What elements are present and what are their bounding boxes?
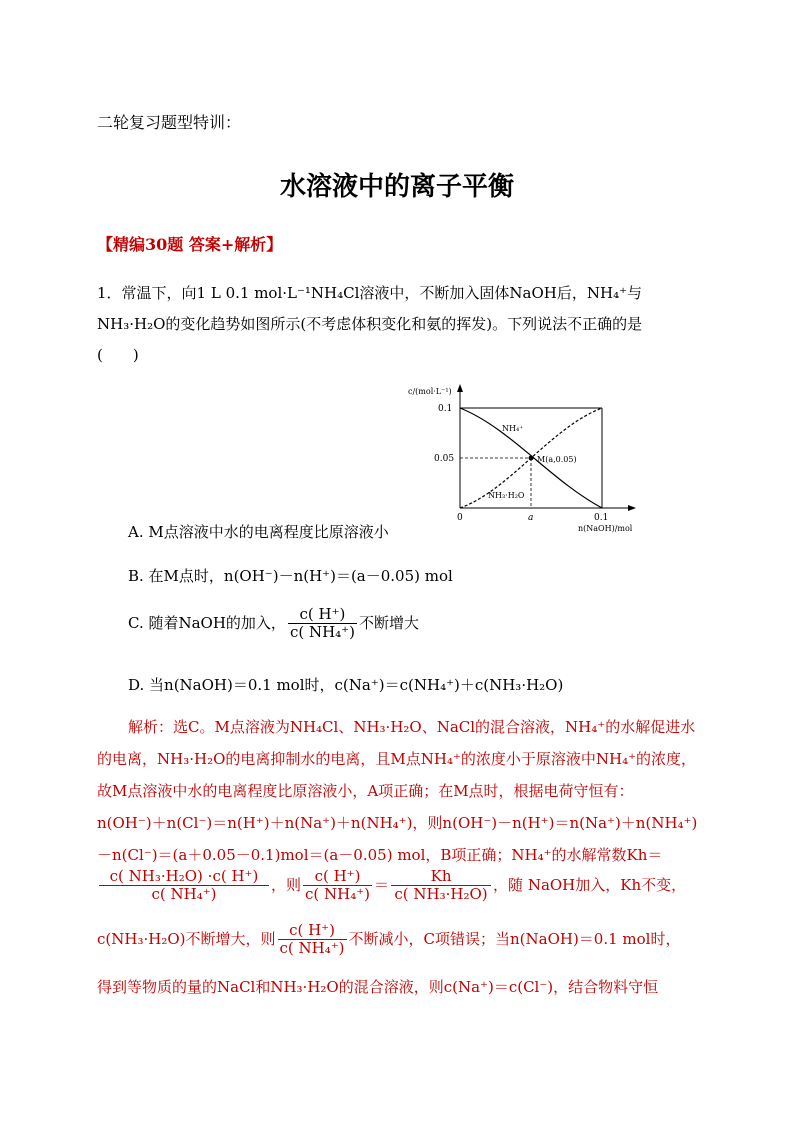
answer-fraction-2 xyxy=(303,868,372,904)
point-m-label: M(a,0.05) xyxy=(537,455,577,464)
answer-fraction-4-numerator: c( H⁺) xyxy=(278,922,347,940)
chart xyxy=(400,380,650,535)
option-a: A. M点溶液中水的电离程度比原溶液小 xyxy=(128,523,389,541)
y-tick-0-1: 0.1 xyxy=(438,404,453,414)
answer-fraction-2-denominator: c( NH₄⁺) xyxy=(305,885,371,904)
x-tick-a: a xyxy=(528,513,534,523)
answer-line-5: －n(Cl⁻)＝(a＋0.05－0.1)mol＝(a－0.05) mol，B项正确；NH₄⁺的水解常数Kh＝ xyxy=(97,846,663,864)
answer-fraction-4-denominator: c( NH₄⁺) xyxy=(279,939,345,958)
y-axis-arrow xyxy=(457,384,463,392)
answer-fraction-3 xyxy=(391,868,491,904)
y-tick-0-05: 0.05 xyxy=(434,454,455,464)
y-axis-label: c/(mol·L⁻¹) xyxy=(408,387,452,396)
x-axis-label: n(NaOH)/mol xyxy=(578,524,633,533)
answer-line-3: 故M点溶液中水的电离程度比原溶液小，A项正确；在M点时，根据电荷守恒有： xyxy=(97,782,634,800)
option-b: B. 在M点时，n(OH⁻)－n(H⁺)＝(a－0.05) mol xyxy=(128,567,453,585)
x-axis-arrow xyxy=(628,505,636,511)
answer-fraction-3-numerator: Kh xyxy=(391,868,491,886)
answer-fraction-1-numerator: c( NH₃·H₂O) ·c( H⁺) xyxy=(99,868,269,886)
x-tick-0: 0 xyxy=(457,513,463,523)
answer-line-1: 解析：选C。M点溶液为NH₄Cl、NH₃·H₂O、NaCl的混合溶液，NH₄⁺的水解促进水 xyxy=(128,718,696,736)
option-c-prefix: C. 随着NaOH的加入， xyxy=(128,613,286,632)
answer-line-7 xyxy=(97,922,680,958)
answer-fraction-4 xyxy=(278,922,347,958)
answer-fraction-3-denominator: c( NH₃·H₂O) xyxy=(394,885,488,904)
question-line-3: ( ) xyxy=(97,346,139,364)
answer-tail-1: ，随 NaOH加入，Kh不变， xyxy=(493,875,687,894)
answer-fraction-1-denominator: c( NH₄⁺) xyxy=(151,885,217,904)
question-line-1: 1．常温下，向1 L 0.1 mol·L⁻¹NH₄Cl溶液中，不断加入固体NaOH后，NH₄⁺与 xyxy=(97,284,642,302)
answer-mid-1: ，则 xyxy=(271,875,302,894)
point-m xyxy=(529,456,534,461)
section-subtitle: 二轮复习题型特训： xyxy=(97,113,242,132)
answer-line-8: 得到等物质的量的NaCl和NH₃·H₂O的混合溶液，则c(Na⁺)＝c(Cl⁻)，结合物料守恒 xyxy=(97,978,659,996)
option-c xyxy=(128,606,419,642)
question-line-2: NH₃·H₂O的变化趋势如图所示(不考虑体积变化和氨的挥发)。下列说法不正确的是 xyxy=(97,315,643,333)
section-tag: 【精编30题 答案+解析】 xyxy=(97,235,283,254)
page-title: 水溶液中的离子平衡 xyxy=(279,172,514,202)
answer-line-7-prefix: c(NH₃·H₂O)不断增大，则 xyxy=(97,929,276,948)
series-nh3h2o-label: NH₃·H₂O xyxy=(488,491,525,500)
option-c-denominator: c( NH₄⁺) xyxy=(289,623,355,642)
series-nh4-label: NH₄⁺ xyxy=(502,424,524,433)
answer-equals: ＝ xyxy=(374,875,390,894)
answer-line-7-suffix: 不断减小，C项错误；当n(NaOH)＝0.1 mol时， xyxy=(348,929,681,948)
option-d: D. 当n(NaOH)＝0.1 mol时，c(Na⁺)＝c(NH₄⁺)＋c(NH₃·H₂O) xyxy=(128,676,564,694)
answer-line-6 xyxy=(97,868,686,904)
answer-line-4: n(OH⁻)＋n(Cl⁻)＝n(H⁺)＋n(Na⁺)＋n(NH₄⁺)，则n(OH⁻)－n(H⁺)＝n(Na⁺)＋n(NH₄⁺) xyxy=(97,814,698,832)
option-c-numerator: c( H⁺) xyxy=(288,606,357,624)
answer-fraction-2-numerator: c( H⁺) xyxy=(303,868,372,886)
answer-line-2: 的电离，NH₃·H₂O的电离抑制水的电离，且M点NH₄⁺的浓度小于原溶液中NH₄⁺的浓度， xyxy=(97,750,697,768)
answer-fraction-1 xyxy=(99,868,269,904)
option-c-fraction xyxy=(288,606,357,642)
option-c-suffix: 不断增大 xyxy=(358,613,419,632)
x-tick-0-1: 0.1 xyxy=(594,513,609,523)
